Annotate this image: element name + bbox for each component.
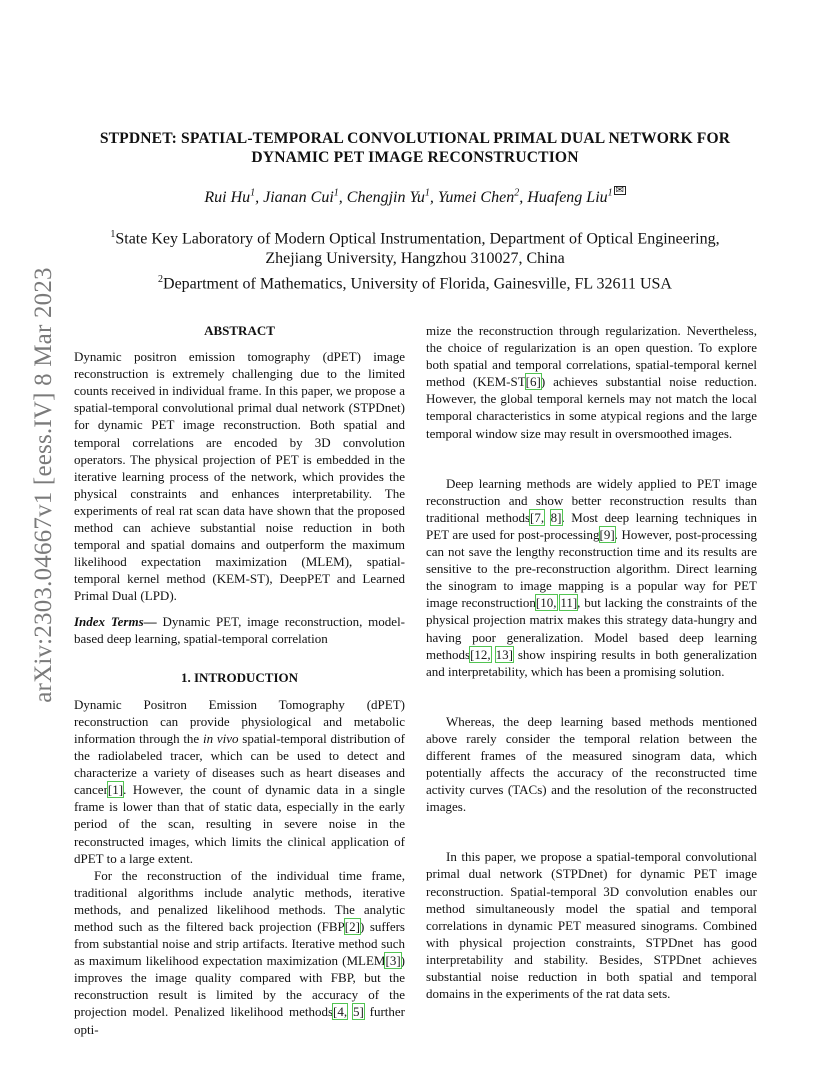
affiliation-2-text: Department of Mathematics, University of Florida, Gainesville, FL 32611 USA (163, 275, 672, 293)
arxiv-identifier (24, 267, 64, 703)
abstract-text: Dynamic positron emission tomography (dPET) image reconstruction is extremely challenging due to the limited counts received in individual frame. In this paper, we propose a spatial-temporal convolutional primal dual network (STPDnet) for dynamic PET image reconstruction. Both spatial and temporal correlations are encoded by 3D convolution operators. The physical projection of PET is embedded in the iterative learning process of the network, which provides the physical constraints and enhances interpretability. The experiments of real rat scan data have shown that the proposed method can achieve substantial noise reduction in both temporal and spatial domains and outperform the maximum likelihood expectation maximization (MLEM), spatial-temporal kernel method (KEM-ST), DeepPET and Learned Primal Dual (LPD). (74, 349, 405, 604)
intro-p2-part-a: For the reconstruction of the individual time frame, traditional algorithms include analytic methods, iterative methods, and penalized likelihood methods. The analytic method such as the filtered back projection (FBP (74, 867, 405, 934)
affiliation-1-line-2: Zhejiang University, Hangzhou 310027, China (265, 249, 565, 267)
intro-p3-part-a: Deep learning methods are widely applied to PET image reconstruction and show better reconstruction results than traditional methods (426, 475, 757, 525)
author-name: Yumei Chen (437, 189, 515, 206)
intro-p1-emphasis: in vivo (202, 730, 239, 746)
affiliation-2 (60, 270, 770, 294)
intro-paragraph-2-continued (426, 322, 757, 442)
citation-link[interactable]: [6] (525, 374, 541, 390)
affiliation-1 (60, 225, 770, 268)
intro-p2-part-e: ) achieves substantial noise reduction. However, the global temporal kernels may not match the local temporal characteristics in some atypical regions and the large temporal window size may result in oversmoothed images. (426, 374, 757, 441)
author-affiliation-mark: 1 (250, 187, 256, 199)
title-line-2: DYNAMIC PET IMAGE RECONSTRUCTION (251, 149, 579, 166)
arxiv-identifier-text: arXiv:2303.04667v1 [eess.IV] 8 Mar 2023 (30, 267, 57, 703)
intro-p3-part-b: . Most deep learning techniques in PET are used for post-processing (426, 509, 758, 542)
intro-p3-part-e: show inspiring results in both generalization and interpretability, which has been a promising solution. (426, 646, 757, 679)
index-terms-text: Dynamic PET, image reconstruction, model-based deep learning, spatial-temporal correlation (74, 613, 406, 646)
intro-paragraph-1 (74, 696, 405, 867)
left-column (74, 322, 405, 1038)
citation-link[interactable]: 8] (550, 509, 562, 525)
citation-link[interactable]: [12, (470, 646, 491, 662)
citation-link[interactable]: [2] (344, 919, 360, 934)
citation-link[interactable]: 11] (560, 595, 578, 611)
intro-p3-part-d: , but lacking the constraints of the physical projection matrix makes this strategy data-hungry and having poor generalization. Model based deep learning methods (426, 595, 757, 662)
affiliation-1-line-1: State Key Laboratory of Modern Optical Instrumentation, Department of Optical Engineering, (115, 230, 720, 248)
author-name: Rui Hu (204, 189, 251, 206)
introduction-heading: 1. INTRODUCTION (180, 669, 298, 685)
author-affiliation-mark: 1 (333, 187, 339, 199)
abstract-heading: ABSTRACT (204, 323, 275, 338)
intro-paragraph-4: Whereas, the deep learning based methods mentioned above rarely consider the temporal relation between the different frames of the measured sinogram data, which potentially affects the accuracy of the reconstructed time activity curves (TACs) and the resolution of the reconstructed images. (426, 713, 757, 815)
citation-link[interactable]: [10, (535, 595, 557, 611)
author-affiliation-mark: 2 (514, 187, 520, 199)
intro-p2-part-b: ) suffers from substantial noise and strip artifacts. Iterative method such as maximum likelihood expectation maximization (MLEM (74, 919, 405, 969)
citation-link[interactable]: [7, (530, 509, 545, 525)
intro-p2-part-c: ) improves the image quality compared with FBP, but the reconstruction result is limited by the accuracy of the projection model. Penalized likelihood methods (74, 953, 405, 1020)
right-column (426, 322, 757, 1002)
citation-link[interactable]: 5] (352, 1004, 364, 1020)
paper-title (60, 129, 770, 167)
citation-link[interactable]: [1] (107, 782, 124, 798)
citation-link[interactable]: 13] (495, 646, 513, 662)
intro-p2-part-d-left: further opti- (74, 1004, 406, 1037)
title-line-1: STPDNET: SPATIAL-TEMPORAL CONVOLUTIONAL PRIMAL DUAL NETWORK FOR (99, 130, 731, 147)
index-terms (74, 613, 405, 647)
intro-paragraph-3 (426, 475, 757, 680)
affiliation-1-mark: 1 (110, 229, 116, 240)
citation-link[interactable]: [3] (385, 953, 401, 969)
index-terms-dash: — (143, 613, 157, 629)
citation-link[interactable]: [4, (333, 1004, 348, 1020)
intro-p1-part-b: spatial-temporal distribution of the radiolabeled tracer, which can be used to detect and characterize a variety of diseases such as heart diseases and cancer (74, 730, 406, 798)
index-terms-label: Index Terms (74, 613, 144, 629)
citation-link[interactable]: [9] (599, 526, 615, 542)
envelope-icon: ✉ (615, 186, 624, 195)
author-name: Chengjin Yu (346, 189, 425, 206)
author-affiliation-mark: 1 (424, 187, 430, 199)
intro-p1-part-c: . However, the count of dynamic data in a single frame is lower than that of static data, especially in the early period of the scan, resulting in severe noise in the reconstructed images, which limits the clinical application of dPET to a large extent. (74, 782, 405, 866)
intro-p3-part-c: . However, post-processing can not save the lengthy reconstruction time and its results are sensitive to the pre-reconstruction algorithm. Direct learning the sinogram to image mapping is a popular way for PET image reconstruction (426, 526, 757, 611)
intro-paragraph-2 (74, 867, 405, 1038)
author-list: Rui Hu$^1$, Jianan Cui$^1$, Chengjin Yu$^1$, Yumei Chen$^2$, Huafeng Liu$^1$ ✉ (204, 186, 624, 206)
author-affiliation-mark: 1 (607, 187, 613, 199)
affiliation-2-mark: 2 (158, 274, 164, 285)
author-name: Huafeng Liu (527, 189, 608, 206)
intro-p1-part-a: Dynamic Positron Emission Tomography (dPET) reconstruction can provide physiological and metabolic information through the (74, 696, 405, 746)
intro-paragraph-5: In this paper, we propose a spatial-temporal convolutional primal dual network (STPDnet) for dynamic PET image reconstruction. Spatial-temporal 3D convolution enables our method simultaneously model the spatial and temporal correlations in dynamic PET measured sinograms. Combined with physical projection constraints, STPDnet has good interpretability and stability. Besides, STPDnet achieves substantial noise reduction in both spatial and temporal domains in the experiments of the rat data sets. (426, 849, 757, 1002)
author-name: Jianan Cui (263, 189, 334, 206)
intro-p2-part-d: mize the reconstruction through regularization. Nevertheless, the choice of regularization is an open question. To explore both spatial and temporal correlations, spatial-temporal kernel method (KEM-ST (426, 323, 757, 390)
